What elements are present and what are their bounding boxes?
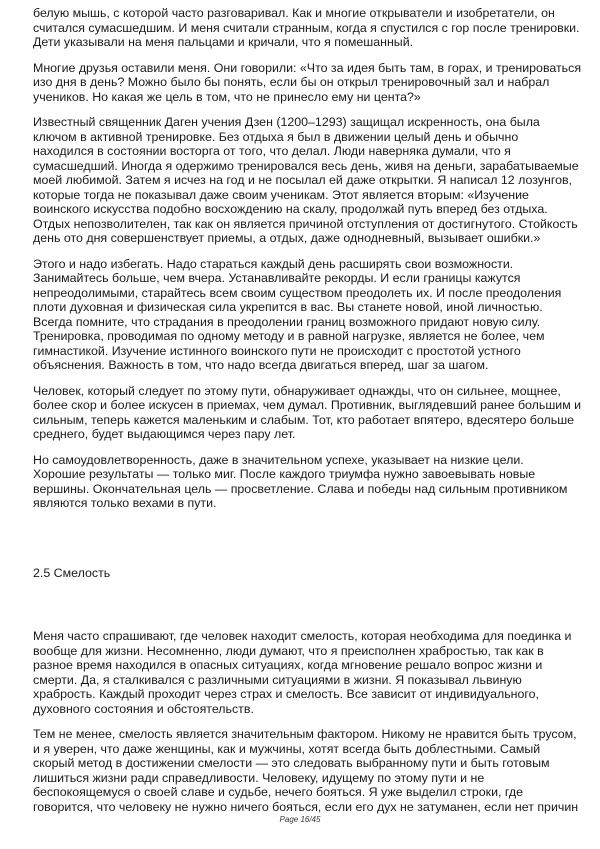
- text-line: Отдых непозволителен, так как он является причиной отступления от достигнутого. Стойкость: [33, 216, 578, 231]
- text-line: смерти. Да, я сталкивался с различными ситуациями в жизни. Я показывал львиную: [33, 672, 522, 687]
- text-line: сильным, теперь кажется маленьким и слабым. Тот, кто работает впятеро, вдесятеро больше: [33, 412, 575, 427]
- text-line: Но самоудовлетворенность, даже в значительном успехе, указывает на низкие цели.: [33, 452, 524, 467]
- paragraph: [33, 61, 580, 105]
- text-line: вообще для жизни. Несомненно, люди думают, что я преисполнен храбростью, так как в: [33, 643, 544, 658]
- text-line: Человек, который следует по этому пути, обнаруживает однажды, что он сильнее, мощнее,: [33, 383, 561, 398]
- text-line: Многие друзья оставили меня. Они говорили: «Что за идея быть там, в горах, и тренироваться: [33, 60, 582, 75]
- paragraph: [33, 453, 580, 511]
- paragraph: [33, 257, 580, 373]
- text-line: учеников. Но какая же цель в том, что не принесло ему ни цента?»: [33, 89, 421, 104]
- body-text-top: [33, 6, 580, 522]
- text-line: ключом в активной тренировке. Без отдыха я был в движении целый день и обычно: [33, 129, 519, 144]
- text-line: более скор и более искусен в приемах, чем думал. Противник, выглядевший ранее большим и: [33, 398, 582, 412]
- paragraph: [33, 115, 580, 246]
- text-line: вершины. Окончательная цель — просветление. Слава и победы над сильным противником: [33, 481, 568, 496]
- text-line: лишиться жизни ради справедливости. Человеку, идущему по этому пути и не: [33, 770, 485, 785]
- text-line: беспокоящемуся о своей славе и судьбе, нечего бояться. Я уже выделил строки, где: [33, 785, 523, 799]
- paragraph: [33, 6, 580, 50]
- text-line: которые тогда не показывал даже своим ученикам. Этот является вторым: «Изучение: [33, 187, 529, 202]
- text-line: скорый метод в достижении смелости — это следовать выбранному пути и быть готовым: [33, 756, 550, 770]
- text-line: Хорошие результаты — только миг. После каждого триумфа нужно завоевывать новые: [33, 467, 536, 481]
- text-line: Тренировка, проводимая по одному методу и в равной нагрузке, является не более, чем: [33, 329, 545, 343]
- text-line: воинского искусства подобно восхождению на скалу, продолжай путь вперед без отдыха.: [33, 202, 548, 216]
- text-line: сумасшедший. Иногда я одержимо тренировался весь день, живя на деньги, зарабатываемые: [33, 158, 579, 173]
- paragraph: [33, 384, 580, 442]
- page-number: Page 16/45: [279, 815, 321, 824]
- text-line: моей любимой. Затем я исчез на год и не посылал ей даже открытки. Я написал 12 лозунгов,: [33, 173, 573, 187]
- text-line: считался сумасшедшим. И меня считали странным, когда я спустился с гор после тренировки.: [33, 20, 580, 35]
- text-line: белую мышь, с которой часто разговаривал. Как и многие открыватели и изобретатели, он: [33, 6, 555, 20]
- text-line: среднего, будет выдающимся через пару лет.: [33, 427, 296, 441]
- text-line: гимнастикой. Изучение истинного воинского пути не происходит с простотой устного: [33, 343, 521, 358]
- text-line: Известный священник Даген учения Дзен (1200–1293) защищал искренность, она была: [33, 115, 540, 129]
- text-line: объяснения. Важность в том, что надо всегда двигаться вперед, шаг за шагом.: [33, 358, 489, 372]
- text-line: день ото дня совершенствует приемы, а отдых, даже однодневный, вызывает ошибки.»: [33, 231, 541, 245]
- paragraph: [33, 629, 580, 716]
- section-heading: 2.5 Смелость: [33, 566, 111, 580]
- paragraph: [33, 727, 580, 814]
- text-line: говорится, что человеку не нужно ничего бояться, если его дух не затуманен, если нет причин: [33, 799, 579, 814]
- text-line: являются только вехами в пути.: [33, 496, 217, 510]
- text-line: храбрость. Каждый проходит через страх и смелость. Все зависит от индивидуального,: [33, 687, 539, 701]
- text-line: Дети указывали на меня пальцами и кричали, что я помешанный.: [33, 35, 414, 49]
- text-line: плоти духовная и физическая сила укрепится в вас. Вы станете новой, иной личностью.: [33, 300, 543, 314]
- text-line: и я уверен, что даже женщины, как и мужчины, хотят всегда быть доблестными. Самый: [33, 741, 541, 756]
- text-line: Меня часто спрашивают, где человек находит смелость, которая необходима для поединка и: [33, 629, 572, 643]
- text-line: разное время находился в опасных ситуациях, когда мгновение решало вопрос жизни и: [33, 658, 543, 672]
- text-line: духовного состояния и обстоятельств.: [33, 701, 254, 716]
- text-line: непреодолимыми, старайтесь всем своим существом преодолеть их. И после преодоления: [33, 285, 562, 300]
- text-line: Этого и надо избегать. Надо стараться каждый день расширять свои возможности.: [33, 256, 514, 271]
- text-line: Всегда помните, что страдания в преодолении границ возможного придают новую силу.: [33, 314, 541, 329]
- text-line: Занимайтесь больше, чем вчера. Устанавливайте рекорды. И если границы кажутся: [33, 271, 521, 285]
- body-text-bottom: [33, 629, 580, 825]
- text-line: находился в состоянии восторга от того, что делал. Люди наверняка думали, что я: [33, 144, 511, 158]
- text-line: изо дня в день? Можно было бы понять, если бы он открыл тренировочный зал и набрал: [33, 75, 550, 89]
- text-line: Тем не менее, смелость является значительным фактором. Никому не нравится быть трусом,: [33, 727, 577, 741]
